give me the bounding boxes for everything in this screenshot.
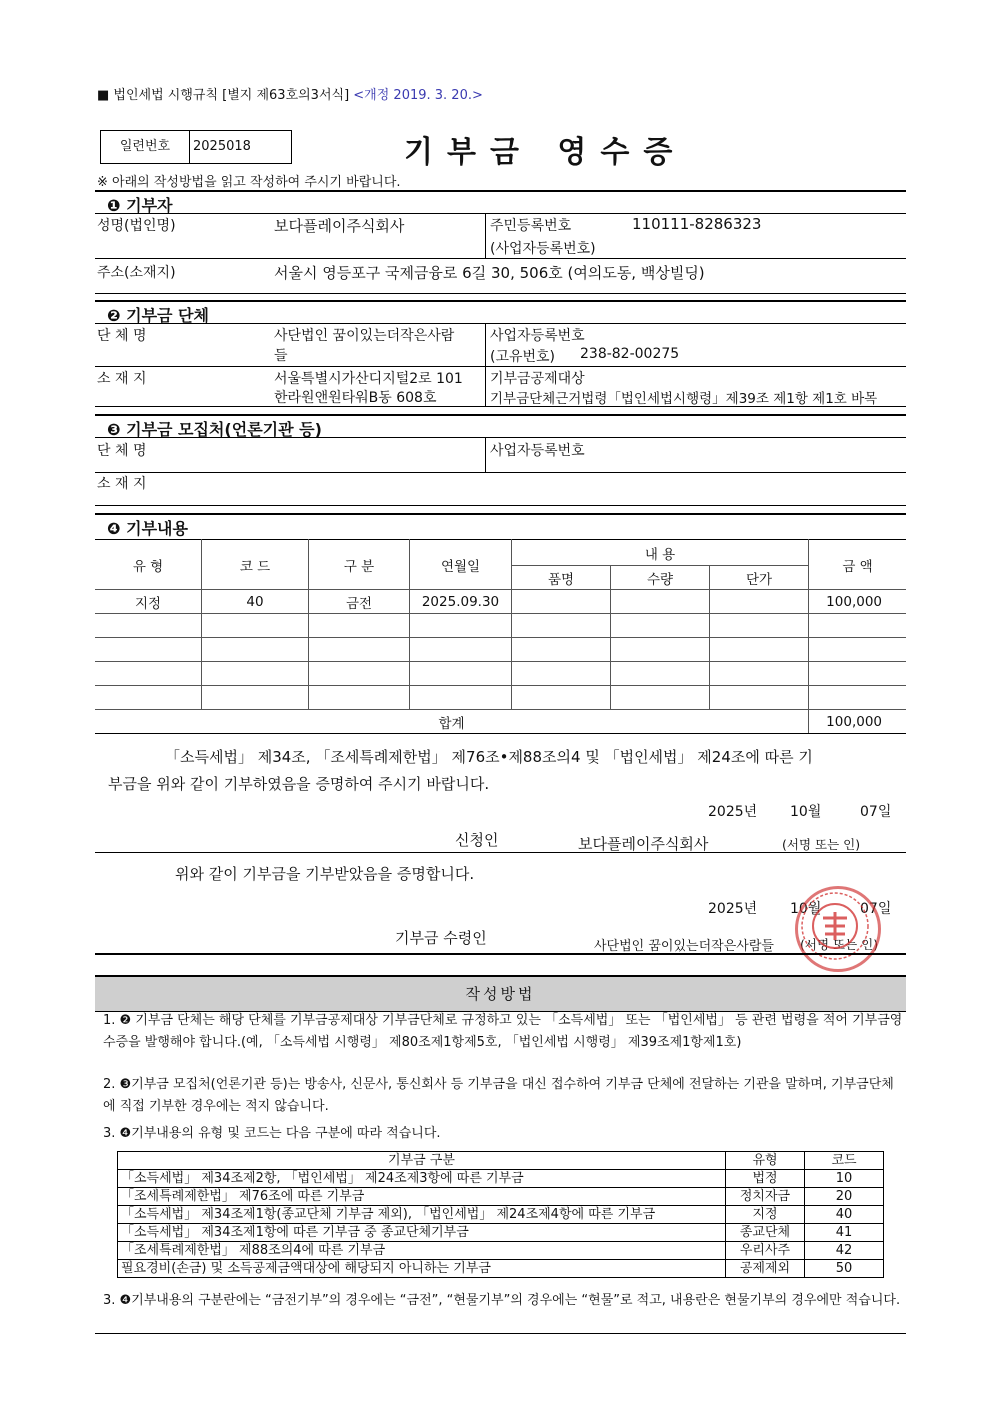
cell-amount: 100,000: [809, 590, 907, 614]
code-table-row: [118, 1170, 884, 1188]
cell-code: 40: [202, 590, 309, 614]
code-row-code: 20: [805, 1188, 884, 1206]
donation-table: [95, 539, 906, 734]
recipient-label: 기부금 수령인: [395, 929, 487, 947]
code-row-code: 41: [805, 1224, 884, 1242]
code-row-category: 「조세특례제한법」 제76조에 따른 기부금: [118, 1188, 726, 1206]
code-row-type: 공제제외: [726, 1260, 805, 1278]
guide-note-2: 2. ❸기부금 모집처(언론기관 등)는 방송사, 신문사, 통신회사 등 기부금을 대신 접수하여 기부금 단체에 전달하는 기관을 말하며, 기부금단체에 직접 기부한 경우에는 적지 않습니다.: [103, 1077, 894, 1114]
col-item-header: 품명: [512, 566, 611, 590]
donor-name-value: 보다플레이주식회사: [274, 217, 405, 235]
org-biz-sub-label: (고유번호): [490, 349, 556, 365]
code-table-row: [118, 1206, 884, 1224]
applicant-year: 2025년: [708, 804, 758, 820]
guide-note-4: 3. ❹기부내용의 구분란에는 “금전기부”의 경우에는 “금전”, “현물기부”의 경우에는 “현물”로 적고, 내용란은 현물기부의 경우에만 적습니다.: [103, 1293, 901, 1308]
cell-qty: [611, 590, 710, 614]
cell-item: [512, 590, 611, 614]
total-amount: 100,000: [809, 710, 907, 734]
org-eligible-basis: 기부금단체근거법령「법인세법시행령」제39조 제1항 제1호 바목: [490, 391, 878, 407]
applicant-name: 보다플레이주식회사: [578, 835, 709, 853]
total-row: [95, 710, 906, 734]
collector-address-label: 소 재 지: [97, 476, 147, 492]
serial-value: 2025018: [193, 139, 251, 154]
official-seal: [795, 886, 881, 972]
org-name-value-cont: 들: [274, 348, 288, 364]
code-row-code: 42: [805, 1242, 884, 1260]
table-row: [95, 590, 906, 614]
cell-price: [710, 590, 809, 614]
section-organization-title: ❷ 기부금 단체: [107, 306, 209, 325]
code-table-header-type: 유형: [726, 1152, 805, 1170]
collector-name-label: 단 체 명: [97, 443, 147, 459]
code-table-header-category: 기부금 구분: [118, 1152, 726, 1170]
recipient-sign-note: (서명 또는 인): [800, 937, 879, 952]
recipient-month: 10월: [790, 901, 822, 917]
code-table-row: [118, 1188, 884, 1206]
table-row-empty: [95, 686, 906, 710]
recipient-name: 사단법인 꿈이있는더작은사람들: [594, 939, 774, 954]
org-name-label: 단 체 명: [97, 328, 147, 344]
col-qty-header: 수량: [611, 566, 710, 590]
code-row-type: 우리사주: [726, 1242, 805, 1260]
instruction-note: ※ 아래의 작성방법을 읽고 작성하여 주시기 바랍니다.: [97, 175, 401, 190]
code-row-category: 「소득세법」 제34조제2항, 「법인세법」 제24조제3항에 따른 기부금: [118, 1170, 726, 1188]
recipient-year: 2025년: [708, 901, 758, 917]
receipt-statement: 위와 같이 기부금을 기부받았음을 증명합니다.: [175, 865, 475, 883]
serial-box: [100, 130, 292, 164]
donor-name-label: 성명(법인명): [97, 218, 176, 234]
org-address-label: 소 재 지: [97, 371, 147, 387]
code-row-type: 지정: [726, 1206, 805, 1224]
code-row-code: 10: [805, 1170, 884, 1188]
cell-category: 금전: [309, 590, 410, 614]
document-title: 기부금 영수증: [404, 135, 687, 170]
guide-title: 작성방법: [465, 985, 536, 1003]
code-table-row: [118, 1224, 884, 1242]
code-table-header-code: 코드: [805, 1152, 884, 1170]
donor-reg-label: 주민등록번호: [490, 218, 572, 234]
applicant-month: 10월: [790, 804, 822, 820]
applicant-sign-note: (서명 또는 인): [782, 837, 861, 852]
table-row-empty: [95, 662, 906, 686]
applicant-day: 07일: [860, 804, 892, 820]
guide-title-bar: [95, 975, 906, 1012]
section-collector-title: ❸ 기부금 모집처(언론기관 등): [107, 420, 322, 439]
col-price-header: 단가: [710, 566, 809, 590]
col-code-header: 코 드: [202, 540, 309, 590]
org-name-value: 사단법인 꿈이있는더작은사람: [274, 328, 455, 344]
donor-address-label: 주소(소재지): [97, 265, 176, 281]
cell-date: 2025.09.30: [410, 590, 512, 614]
serial-label: 일련번호: [101, 131, 190, 163]
donor-reg-value: 110111-8286323: [632, 215, 762, 233]
certification-statement-line1: 「소득세법」 제34조, 「조세특례제한법」 제76조•제88조의4 및 「법인세법」 제24조에 따른 기: [165, 748, 813, 766]
org-address-value: 서울특별시가산디지털2로 101: [274, 371, 463, 387]
guide-note-1: 1. ❷ 기부금 단체는 해당 단체를 기부금공제대상 기부금단체로 규정하고 있는 「소득세법」 또는 「법인세법」 등 관련 법령을 적어 기부금영수증을 발행해야 합니다.(예, 「소득세법 시행령」 제80조제1항제5호, 「법인세법 시행령」 제39조제1항제1호): [103, 1013, 903, 1050]
certification-statement-line2: 부금을 위와 같이 기부하였음을 증명하여 주시기 바랍니다.: [108, 775, 490, 793]
code-row-category: 「소득세법」 제34조제1항(종교단체 기부금 제외), 「법인세법」 제24조제4항에 따른 기부금: [118, 1206, 726, 1224]
total-label: 합계: [95, 710, 809, 734]
code-row-code: 50: [805, 1260, 884, 1278]
code-table: [117, 1151, 884, 1278]
collector-biz-label: 사업자등록번호: [490, 443, 585, 459]
code-row-category: 필요경비(손금) 및 소득공제금액대상에 해당되지 아니하는 기부금: [118, 1260, 726, 1278]
code-row-type: 정치자금: [726, 1188, 805, 1206]
col-amount-header: 금 액: [809, 540, 907, 590]
section-donation-title: ❹ 기부내용: [107, 519, 188, 538]
revision-date: <개정 2019. 3. 20.>: [353, 88, 483, 103]
col-content-header: 내 용: [512, 540, 809, 566]
org-biz-label: 사업자등록번호: [490, 328, 585, 344]
cell-type: 지정: [95, 590, 202, 614]
col-date-header: 연월일: [410, 540, 512, 590]
org-address-value-cont: 한라원앤원타워B동 608호: [274, 390, 437, 406]
form-reference: ■ 법인세법 시행규칙 [별지 제63호의3서식]: [97, 88, 350, 103]
col-category-header: 구 분: [309, 540, 410, 590]
code-row-type: 법정: [726, 1170, 805, 1188]
table-row-empty: [95, 614, 906, 638]
org-biz-value: 238-82-00275: [580, 346, 680, 362]
applicant-label: 신청인: [455, 831, 499, 849]
recipient-day: 07일: [860, 901, 892, 917]
donor-reg-label-sub: (사업자등록번호): [490, 241, 596, 257]
code-row-category: 「조세특례제한법」 제88조의4에 따른 기부금: [118, 1242, 726, 1260]
table-row-empty: [95, 638, 906, 662]
org-eligible-label: 기부금공제대상: [490, 371, 585, 387]
col-type-header: 유 형: [95, 540, 202, 590]
code-row-code: 40: [805, 1206, 884, 1224]
code-table-row: [118, 1242, 884, 1260]
code-row-type: 종교단체: [726, 1224, 805, 1242]
donor-address-value: 서울시 영등포구 국제금융로 6길 30, 506호 (여의도동, 백상빌딩): [274, 264, 705, 282]
code-row-category: 「소득세법」 제34조제1항에 따른 기부금 중 종교단체기부금: [118, 1224, 726, 1242]
guide-note-3: 3. ❹기부내용의 유형 및 코드는 다음 구분에 따라 적습니다.: [103, 1126, 441, 1141]
section-donor-title: ❶ 기부자: [107, 196, 173, 215]
code-table-row: [118, 1260, 884, 1278]
